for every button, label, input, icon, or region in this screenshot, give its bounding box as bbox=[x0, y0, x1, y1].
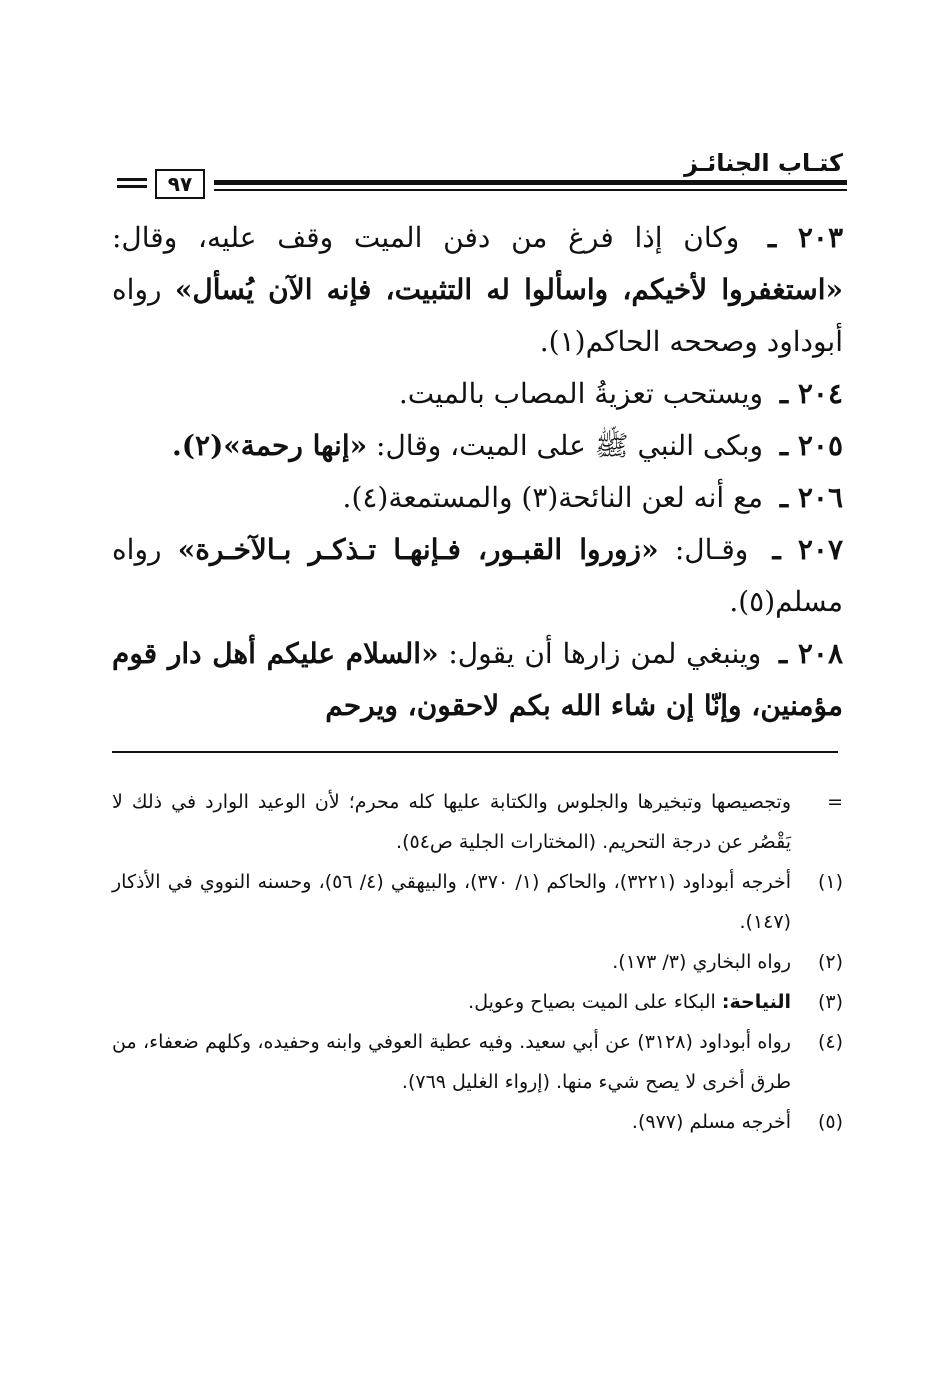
main-text bbox=[112, 212, 843, 732]
footnote-text: أخرجه مسلم (٩٧٧). bbox=[631, 1111, 791, 1133]
entry-206 bbox=[112, 472, 843, 524]
page-number: ٩٧ bbox=[155, 169, 205, 199]
entry-205 bbox=[112, 420, 843, 472]
footnote-mark: = bbox=[827, 791, 843, 813]
footnote bbox=[112, 1102, 843, 1142]
entry-number: ٢٠٣ ـ bbox=[768, 221, 844, 254]
hadith-quote: «زوروا القبـور، فـإنهـا تـذكـر بـالآخـرة» bbox=[177, 533, 659, 566]
header-rule-thin bbox=[214, 189, 847, 191]
footnote bbox=[112, 782, 843, 862]
entry-text: وينبغي لمن زارها أن يقول: bbox=[448, 637, 762, 670]
page-ornament bbox=[117, 178, 147, 181]
header-rule bbox=[214, 180, 847, 185]
footnote-text: أخرجه أبوداود (٣٢٢١)، والحاكم (١/ ٣٧٠)، والبيهقي (٤/ ٥٦)، وحسنه النووي في الأذكار (١٤٧). bbox=[112, 871, 791, 933]
entry-text: وكان إذا فرغ من دفن الميت وقف عليه، وقال: bbox=[112, 221, 740, 254]
page-ornament bbox=[117, 185, 147, 188]
hadith-quote: «السلام عليكم أهل دار قوم مؤمنين، وإنّا إن شاء الله بكم لاحقون، ويرحم bbox=[112, 637, 843, 722]
book-title: كتـاب الجنائـز bbox=[684, 149, 843, 177]
hadith-quote: «استغفروا لأخيكم، واسألوا له التثبيت، فإنه الآن يُسأل» bbox=[174, 273, 844, 306]
footnote-text bbox=[112, 982, 791, 1022]
entry-203 bbox=[112, 212, 843, 368]
footnote bbox=[112, 942, 843, 982]
footnotes bbox=[112, 782, 843, 1142]
footnote-text: رواه البخاري (٣/ ١٧٣). bbox=[612, 951, 791, 973]
entry-text: ويستحب تعزيةُ المصاب بالميت. bbox=[398, 377, 764, 410]
entry-number: ٢٠٧ ـ bbox=[772, 533, 843, 566]
footnote-mark: (٢) bbox=[817, 951, 843, 973]
entry-204 bbox=[112, 368, 843, 420]
footnote bbox=[112, 862, 843, 942]
footnote bbox=[112, 982, 843, 1022]
entry-208 bbox=[112, 628, 843, 732]
footnote-separator bbox=[112, 751, 838, 753]
footnote-mark: (٤) bbox=[817, 1031, 843, 1053]
hadith-quote: «إنها رحمة»(٢). bbox=[172, 429, 368, 462]
entry-number: ٢٠٥ ـ bbox=[779, 429, 843, 462]
footnote-definition: البكاء على الميت بصياح وعويل. bbox=[468, 991, 716, 1013]
footnote-text: وتجصيصها وتبخيرها والجلوس والكتابة عليها كله محرم؛ لأن الوعيد الوارد في ذلك لا يَقْصُر عن درجة التحريم. (المختارات الجلية ص٥٤). bbox=[112, 791, 791, 853]
entry-number: ٢٠٤ ـ bbox=[779, 377, 843, 410]
entry-text: وبكى النبي ﷺ على الميت، وقال: bbox=[376, 429, 764, 462]
entry-text: رواه أبوداود وصححه الحاكم(١). bbox=[112, 273, 843, 358]
entry-text: رواه مسلم(٥). bbox=[112, 533, 843, 618]
footnote-mark: (٣) bbox=[817, 991, 843, 1013]
entry-text: وقـال: bbox=[674, 533, 749, 566]
footnote-mark: (١) bbox=[817, 871, 843, 893]
entry-number: ٢٠٦ ـ bbox=[779, 481, 843, 514]
entry-text: مع أنه لعن النائحة(٣) والمستمعة(٤). bbox=[342, 481, 764, 514]
footnote bbox=[112, 1022, 843, 1102]
entry-207 bbox=[112, 524, 843, 628]
footnote-text: رواه أبوداود (٣١٢٨) عن أبي سعيد. وفيه عطية العوفي وابنه وحفيده، وكلهم ضعفاء، من طرق أخرى لا يصح شيء منها. (إرواء الغليل ٧٦٩). bbox=[112, 1031, 791, 1093]
entry-number: ٢٠٨ ـ bbox=[779, 637, 843, 670]
footnote-term: النياحة: bbox=[721, 991, 791, 1013]
footnote-mark: (٥) bbox=[817, 1111, 843, 1133]
